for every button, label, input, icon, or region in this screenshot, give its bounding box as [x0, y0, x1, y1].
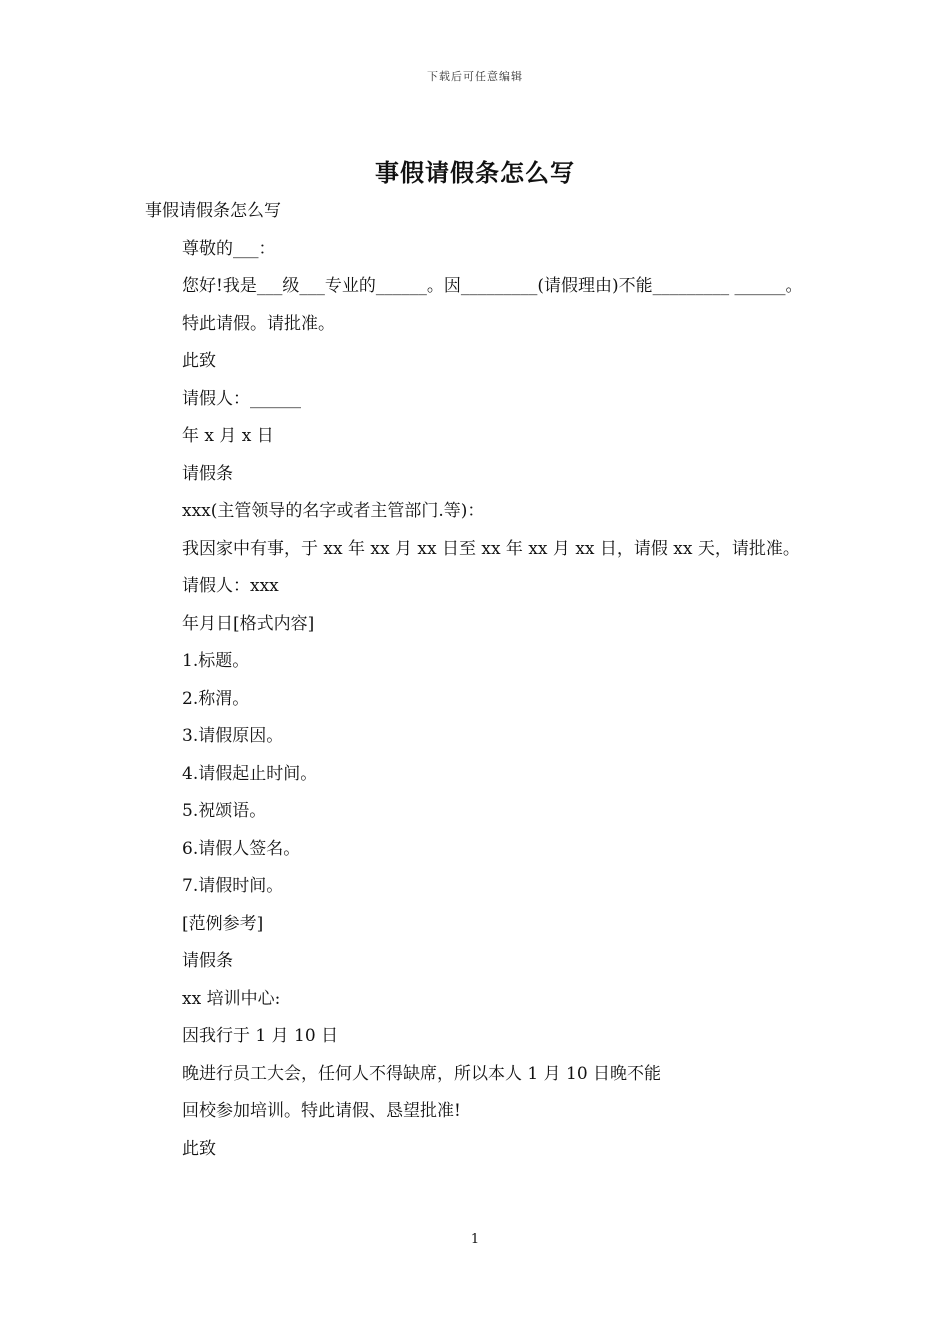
- addressee-line: xx 培训中心:: [182, 988, 281, 1009]
- body-paragraph: 晚进行员工大会，任何人不得缺席，所以本人 1 月 10 日晚不能: [182, 1063, 662, 1084]
- page-header-note: 下载后可任意编辑: [427, 70, 523, 83]
- list-item: 6.请假人签名。: [182, 838, 301, 859]
- list-item: 7.请假时间。: [182, 876, 284, 896]
- body-paragraph: 因我行于 1 月 10 日: [182, 1026, 339, 1046]
- section-heading: 请假条: [182, 951, 233, 971]
- signature-line: 请假人：______: [182, 388, 301, 409]
- list-item: 4.请假起止时间。: [182, 763, 318, 784]
- closing-paragraph: 此致: [182, 351, 216, 371]
- closing-paragraph: 此致: [182, 1138, 216, 1159]
- subtitle-paragraph: 事假请假条怎么写: [145, 201, 281, 221]
- date-line: 年 x 月 x 日: [182, 426, 274, 446]
- section-heading: 请假条: [182, 463, 233, 484]
- body-paragraph: 回校参加培训。特此请假、恳望批准!: [182, 1101, 461, 1121]
- body-paragraph: 您好!我是___级___专业的______。因_________(请假理由)不能_________ ______。特此请假。请批准。: [182, 276, 803, 334]
- signature-line: 请假人：xxx: [182, 576, 279, 596]
- document-title: 事假请假条怎么写: [375, 158, 575, 187]
- list-item: 3.请假原因。: [182, 726, 284, 746]
- example-heading: [范例参考]: [182, 913, 264, 934]
- addressee-line: xxx(主管领导的名字或者主管部门.等)：: [182, 501, 485, 521]
- list-item: 2.称渭。: [182, 688, 250, 709]
- format-heading: 年月日[格式内容]: [182, 613, 315, 634]
- body-paragraph: 我因家中有事，于 xx 年 xx 月 xx 日至 xx 年 xx 月 xx 日，请假 xx 天，请批准。: [182, 538, 800, 559]
- document-body: [145, 193, 807, 1168]
- salutation-paragraph: 尊敬的___：: [182, 238, 276, 259]
- page-number: 1: [470, 1232, 480, 1247]
- list-item: 1.标题。: [182, 651, 250, 671]
- list-item: 5.祝颂语。: [182, 801, 267, 821]
